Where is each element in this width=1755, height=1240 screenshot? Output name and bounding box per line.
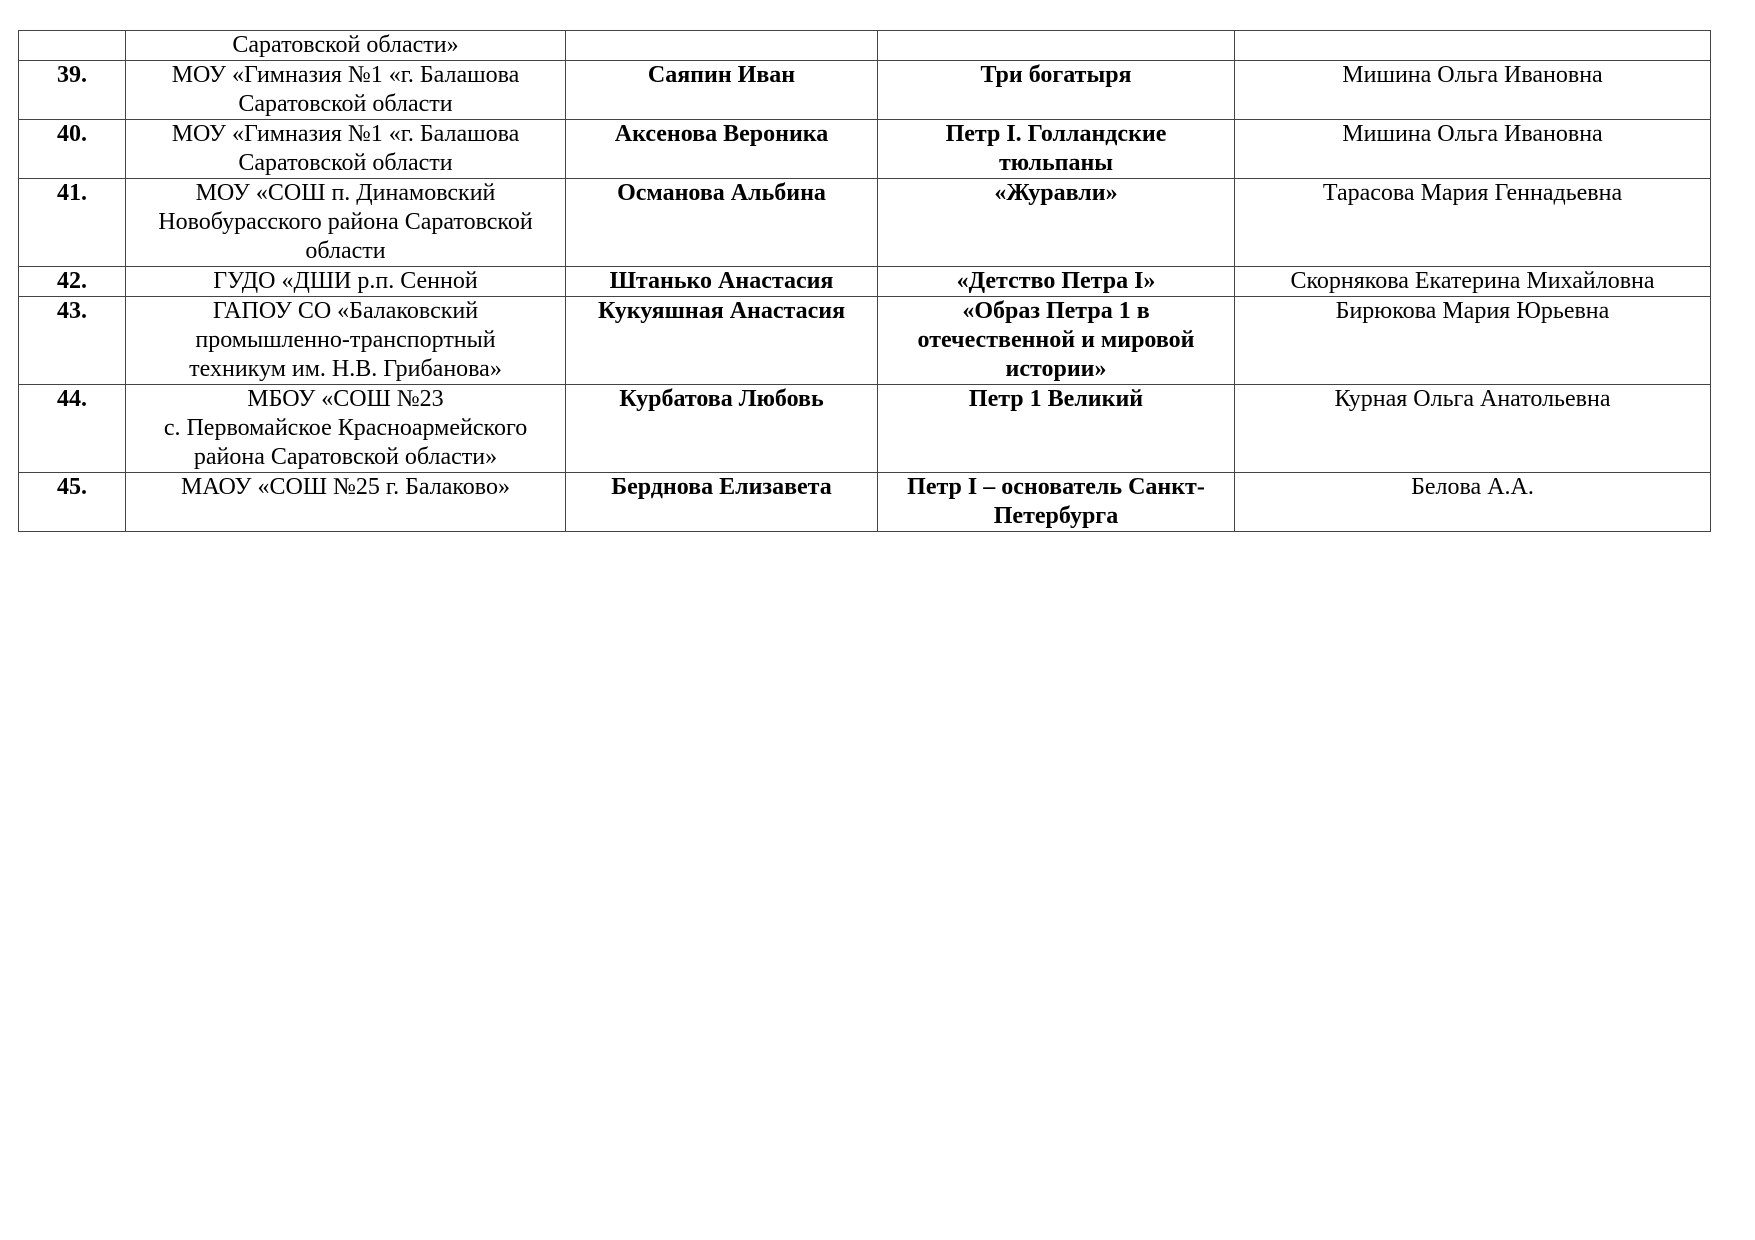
- results-table-body: [19, 31, 1711, 532]
- cell-number: [19, 385, 126, 473]
- cell-text-line: 43.: [57, 298, 87, 324]
- cell-number: [19, 297, 126, 385]
- cell-text-line: Петербурга: [993, 503, 1119, 529]
- cell-number: [19, 267, 126, 297]
- cell-text-line: Три богатыря: [980, 62, 1132, 88]
- cell-text-line: Петр I – основатель Санкт-: [907, 474, 1205, 500]
- cell-participant-name: [566, 473, 878, 532]
- cell-work-title: [878, 120, 1235, 179]
- cell-text-line: Новобурасского района Саратовской: [158, 209, 533, 235]
- cell-organization: [126, 179, 566, 267]
- cell-text-line: района Саратовской области»: [193, 444, 498, 470]
- cell-text-line: Аксенова Вероника: [614, 121, 829, 147]
- cell-participant-name: [566, 297, 878, 385]
- cell-organization: [126, 31, 566, 61]
- cell-text-line: Штанько Анастасия: [609, 268, 834, 294]
- cell-participant-name: [566, 267, 878, 297]
- cell-number: [19, 473, 126, 532]
- cell-teacher: [1235, 267, 1711, 297]
- cell-text-line: Мишина Ольга Ивановна: [1342, 62, 1603, 88]
- document-page: [18, 30, 1710, 532]
- cell-work-title: [878, 385, 1235, 473]
- cell-work-title: [878, 61, 1235, 120]
- cell-work-title: [878, 473, 1235, 532]
- table-row: [19, 297, 1711, 385]
- cell-text-line: 44.: [57, 386, 87, 412]
- cell-number: [19, 61, 126, 120]
- table-row: [19, 385, 1711, 473]
- cell-text-line: Курбатова Любовь: [619, 386, 824, 412]
- cell-teacher: [1235, 120, 1711, 179]
- cell-text-line: МАОУ «СОШ №25 г. Балаково»: [181, 474, 510, 500]
- cell-text-line: Саратовской области»: [232, 32, 459, 58]
- cell-text-line: 45.: [57, 474, 87, 500]
- table-row: [19, 61, 1711, 120]
- cell-text-line: Саяпин Иван: [647, 62, 796, 88]
- cell-text-line: Скорнякова Екатерина Михайловна: [1290, 268, 1655, 294]
- cell-text-line: 40.: [57, 121, 87, 147]
- cell-text-line: «Журавли»: [994, 180, 1118, 206]
- table-row: [19, 179, 1711, 267]
- cell-number: [19, 120, 126, 179]
- cell-number: [19, 31, 126, 61]
- cell-text-line: истории»: [1005, 356, 1107, 382]
- cell-participant-name: [566, 61, 878, 120]
- cell-text-line: Бирюкова Мария Юрьевна: [1335, 298, 1610, 324]
- cell-text-line: ГАПОУ СО «Балаковский: [212, 298, 479, 324]
- table-row: [19, 473, 1711, 532]
- cell-teacher: [1235, 31, 1711, 61]
- cell-text-line: промышленно-транспортный: [195, 327, 496, 353]
- cell-text-line: Петр 1 Великий: [968, 386, 1144, 412]
- cell-organization: [126, 61, 566, 120]
- cell-text-line: тюльпаны: [998, 150, 1114, 176]
- cell-participant-name: [566, 179, 878, 267]
- cell-work-title: [878, 31, 1235, 61]
- cell-text-line: МОУ «Гимназия №1 «г. Балашова: [171, 121, 520, 147]
- cell-text-line: «Детство Петра I»: [956, 268, 1156, 294]
- cell-participant-name: [566, 120, 878, 179]
- results-table: [18, 30, 1711, 532]
- table-row: [19, 267, 1711, 297]
- cell-work-title: [878, 297, 1235, 385]
- cell-text-line: ГУДО «ДШИ р.п. Сенной: [213, 268, 478, 294]
- cell-organization: [126, 297, 566, 385]
- cell-participant-name: [566, 31, 878, 61]
- cell-text-line: Петр I. Голландские: [945, 121, 1167, 147]
- cell-text-line: 42.: [57, 268, 87, 294]
- cell-text-line: Белова А.А.: [1411, 474, 1534, 500]
- cell-organization: [126, 473, 566, 532]
- cell-text-line: МОУ «СОШ п. Динамовский: [195, 180, 496, 206]
- cell-text-line: отечественной и мировой: [917, 327, 1195, 353]
- cell-organization: [126, 267, 566, 297]
- table-row: [19, 31, 1711, 61]
- cell-participant-name: [566, 385, 878, 473]
- cell-text-line: области: [305, 238, 386, 264]
- cell-text-line: 39.: [57, 62, 87, 88]
- cell-text-line: Тарасова Мария Геннадьевна: [1322, 180, 1623, 206]
- cell-text-line: Саратовской области: [238, 150, 453, 176]
- cell-text-line: «Образ Петра 1 в: [962, 298, 1150, 324]
- table-row: [19, 120, 1711, 179]
- cell-text-line: Саратовской области: [238, 91, 453, 117]
- cell-text-line: 41.: [57, 180, 87, 206]
- cell-text-line: Берднова Елизавета: [611, 474, 832, 500]
- cell-organization: [126, 120, 566, 179]
- cell-text-line: МБОУ «СОШ №23: [247, 386, 444, 412]
- cell-text-line: техникум им. Н.В. Грибанова»: [189, 356, 502, 382]
- cell-text-line: с. Первомайское Красноармейского: [163, 415, 528, 441]
- cell-text-line: Мишина Ольга Ивановна: [1342, 121, 1603, 147]
- cell-text-line: МОУ «Гимназия №1 «г. Балашова: [171, 62, 520, 88]
- cell-teacher: [1235, 385, 1711, 473]
- cell-teacher: [1235, 473, 1711, 532]
- cell-number: [19, 179, 126, 267]
- cell-organization: [126, 385, 566, 473]
- cell-work-title: [878, 179, 1235, 267]
- cell-teacher: [1235, 297, 1711, 385]
- cell-work-title: [878, 267, 1235, 297]
- cell-teacher: [1235, 179, 1711, 267]
- cell-text-line: Курная Ольга Анатольевна: [1334, 386, 1611, 412]
- cell-teacher: [1235, 61, 1711, 120]
- cell-text-line: Османова Альбина: [617, 180, 826, 206]
- cell-text-line: Кукуяшная Анастасия: [597, 298, 846, 324]
